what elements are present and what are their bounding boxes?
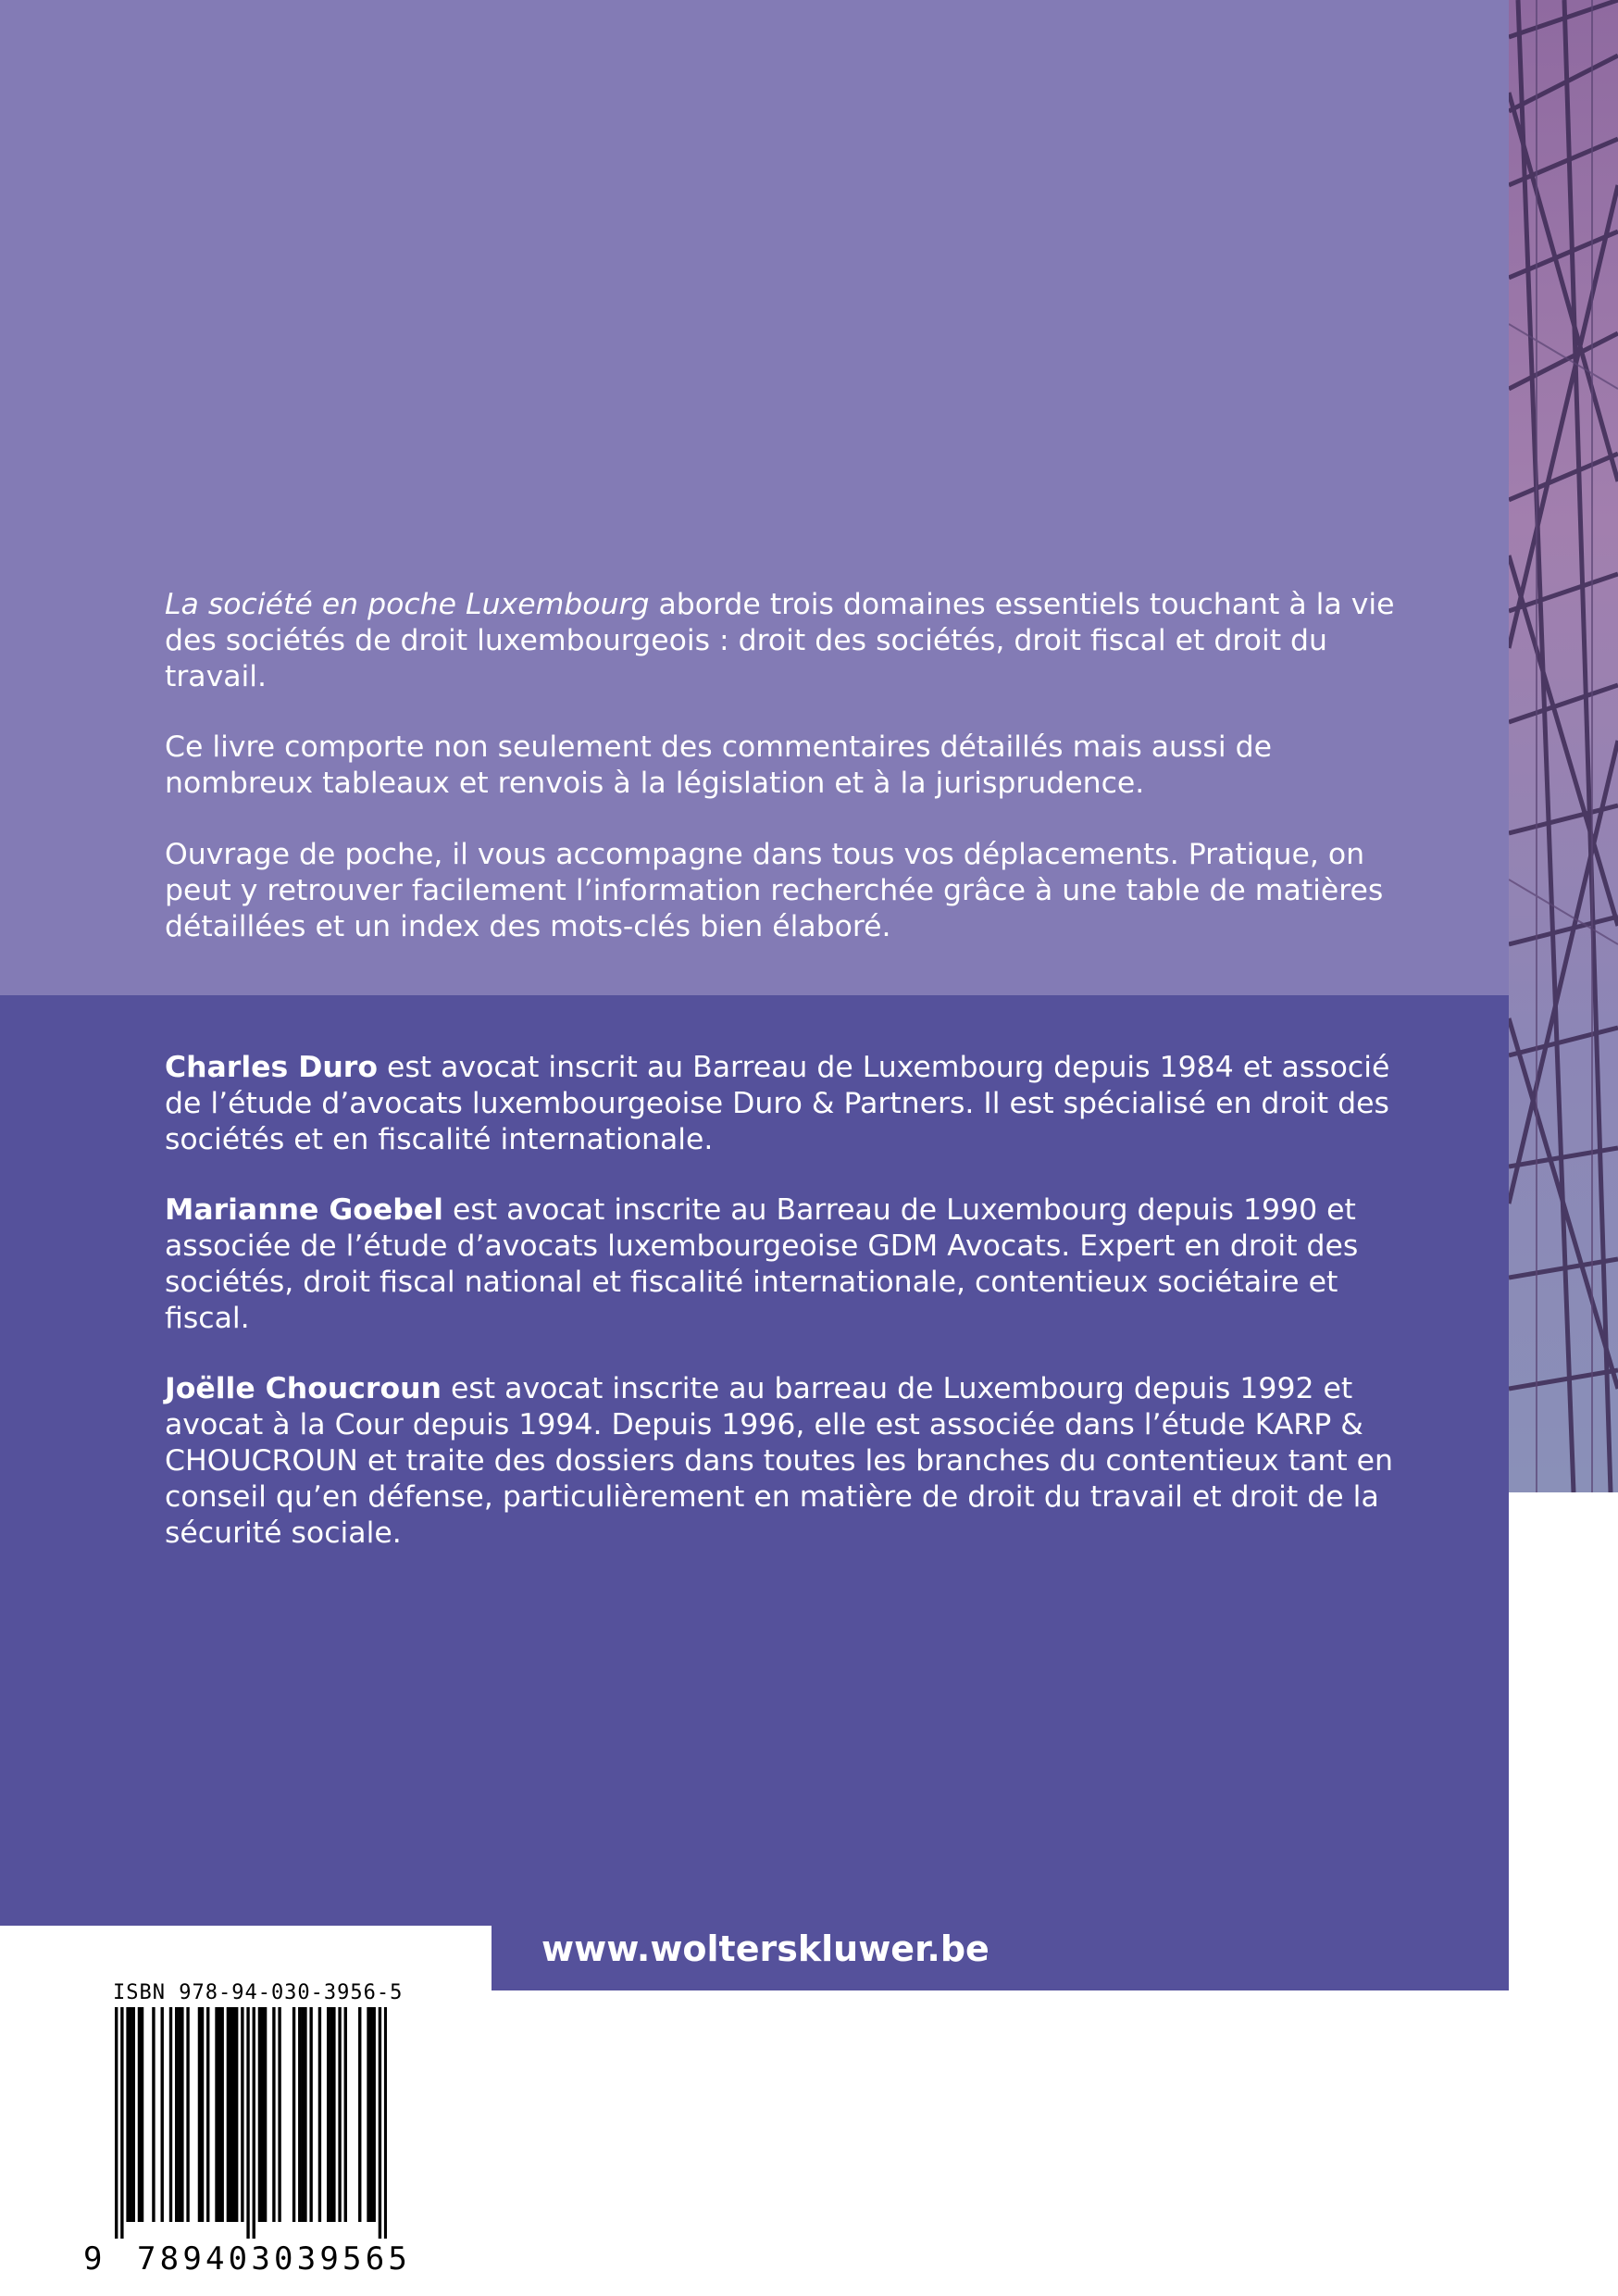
description-paragraph-2: Ce livre comporte non seulement des commentaires détaillés mais aussi de nombreux tableaux et renvois à la législation et à la jurisprudence. bbox=[165, 730, 1272, 800]
barcode-bar bbox=[180, 2007, 183, 2222]
website-url[interactable]: www.wolterskluwer.be bbox=[541, 1928, 989, 1969]
author-name-3: Joëlle Choucroun bbox=[165, 1372, 442, 1405]
steel-structure-image bbox=[1509, 0, 1618, 1492]
barcode-bar bbox=[198, 2007, 201, 2222]
barcode-bar bbox=[161, 2007, 164, 2222]
barcode-bar bbox=[298, 2007, 301, 2222]
barcode-bar bbox=[367, 2007, 369, 2222]
barcode-bar bbox=[241, 2007, 243, 2222]
barcode-bar bbox=[235, 2007, 238, 2222]
cover-photo-strip bbox=[1509, 0, 1618, 1492]
author-bio-2 bbox=[165, 1192, 1396, 1337]
barcode-bar bbox=[120, 2007, 123, 2239]
isbn-label: ISBN 978-94-030-3956-5 bbox=[113, 1981, 404, 2004]
barcode-bar bbox=[327, 2007, 330, 2222]
author-name-1: Charles Duro bbox=[165, 1051, 378, 1084]
barcode-bar bbox=[384, 2007, 387, 2239]
barcode-bar bbox=[309, 2007, 312, 2222]
barcode-bar bbox=[115, 2007, 118, 2239]
book-title: La société en poche Luxembourg bbox=[165, 588, 650, 621]
barcode-bar bbox=[264, 2007, 267, 2222]
barcode-bar bbox=[373, 2007, 376, 2222]
barcode-bar bbox=[138, 2007, 141, 2222]
description-paragraph-3: Ouvrage de poche, il vous accompagne dans tous vos déplacements. Pratique, on peut y retrouver facilement l’information recherchée grâce à une table de matières détaillées et un index des mots-clés bien élaboré. bbox=[165, 838, 1384, 943]
barcode-bar bbox=[141, 2007, 143, 2222]
barcode-bar bbox=[318, 2007, 321, 2222]
barcode-bar bbox=[301, 2007, 304, 2222]
description-paragraph-1-text: aborde trois domaines essentiels touchant à la vie des sociétés de droit luxembourgeois : droit des sociétés, droit fiscal et droit du travail. bbox=[165, 588, 1395, 693]
barcode-bar bbox=[261, 2007, 264, 2222]
barcode-bar bbox=[152, 2007, 155, 2222]
ean-first-digit: 9 bbox=[83, 2240, 103, 2277]
barcode-bar bbox=[221, 2007, 224, 2222]
description-paragraph-1 bbox=[165, 587, 1396, 695]
barcode-bar bbox=[258, 2007, 261, 2222]
barcode-bar bbox=[175, 2007, 178, 2222]
barcode-bar bbox=[292, 2007, 295, 2222]
barcode bbox=[115, 2007, 387, 2239]
barcode-bar bbox=[227, 2007, 230, 2222]
barcode-bar bbox=[206, 2007, 209, 2222]
barcode-bar bbox=[332, 2007, 335, 2222]
barcode-bar bbox=[132, 2007, 135, 2222]
barcode-bar bbox=[215, 2007, 218, 2222]
barcode-bar bbox=[218, 2007, 220, 2222]
author-name-2: Marianne Goebel bbox=[165, 1193, 443, 1227]
barcode-bar bbox=[186, 2007, 189, 2222]
author-bio-text-2: est avocat inscrite au Barreau de Luxembourg depuis 1990 et associée de l’étude d’avocats luxembourgeoise GDM Avocats. Expert en droit des sociétés, droit fiscal national et fiscalité internationale, contentieux sociétaire et fiscal. bbox=[165, 1193, 1359, 1335]
barcode-bar bbox=[304, 2007, 306, 2222]
barcode-bar bbox=[129, 2007, 131, 2222]
barcode-bar bbox=[253, 2007, 255, 2239]
barcode-bar bbox=[246, 2007, 249, 2239]
ean-digits: 789403039565 bbox=[137, 2240, 412, 2277]
barcode-bar bbox=[330, 2007, 332, 2222]
barcode-bar bbox=[338, 2007, 341, 2222]
barcode-bar bbox=[344, 2007, 347, 2222]
author-bio-text-3: est avocat inscrite au barreau de Luxembourg depuis 1992 et avocat à la Cour depuis 1994. Depuis 1996, elle est associée dans l’étude KARP & CHOUCROUN et traite des dossiers dans toutes les branches du contentieux tant en conseil qu’en défense, particulièrement en matière de droit du travail et droit de la sécurité sociale. bbox=[165, 1372, 1394, 1550]
barcode-bar bbox=[178, 2007, 180, 2222]
barcode-bar bbox=[379, 2007, 381, 2239]
author-bio-1 bbox=[165, 1050, 1396, 1158]
barcode-bar bbox=[272, 2007, 275, 2222]
barcode-bar bbox=[126, 2007, 129, 2222]
barcode-bar bbox=[278, 2007, 280, 2222]
barcode-bar bbox=[232, 2007, 235, 2222]
author-bio-text-1: est avocat inscrit au Barreau de Luxembourg depuis 1984 et associé de l’étude d’avocats luxembourgeoise Duro & Partners. Il est spécialisé en droit des sociétés et en fiscalité internationale. bbox=[165, 1051, 1390, 1156]
barcode-bar bbox=[201, 2007, 204, 2222]
barcode-bar bbox=[369, 2007, 372, 2222]
barcode-bar bbox=[358, 2007, 361, 2222]
author-bio-3 bbox=[165, 1371, 1396, 1552]
barcode-bar bbox=[230, 2007, 232, 2222]
barcode-bar bbox=[169, 2007, 172, 2222]
